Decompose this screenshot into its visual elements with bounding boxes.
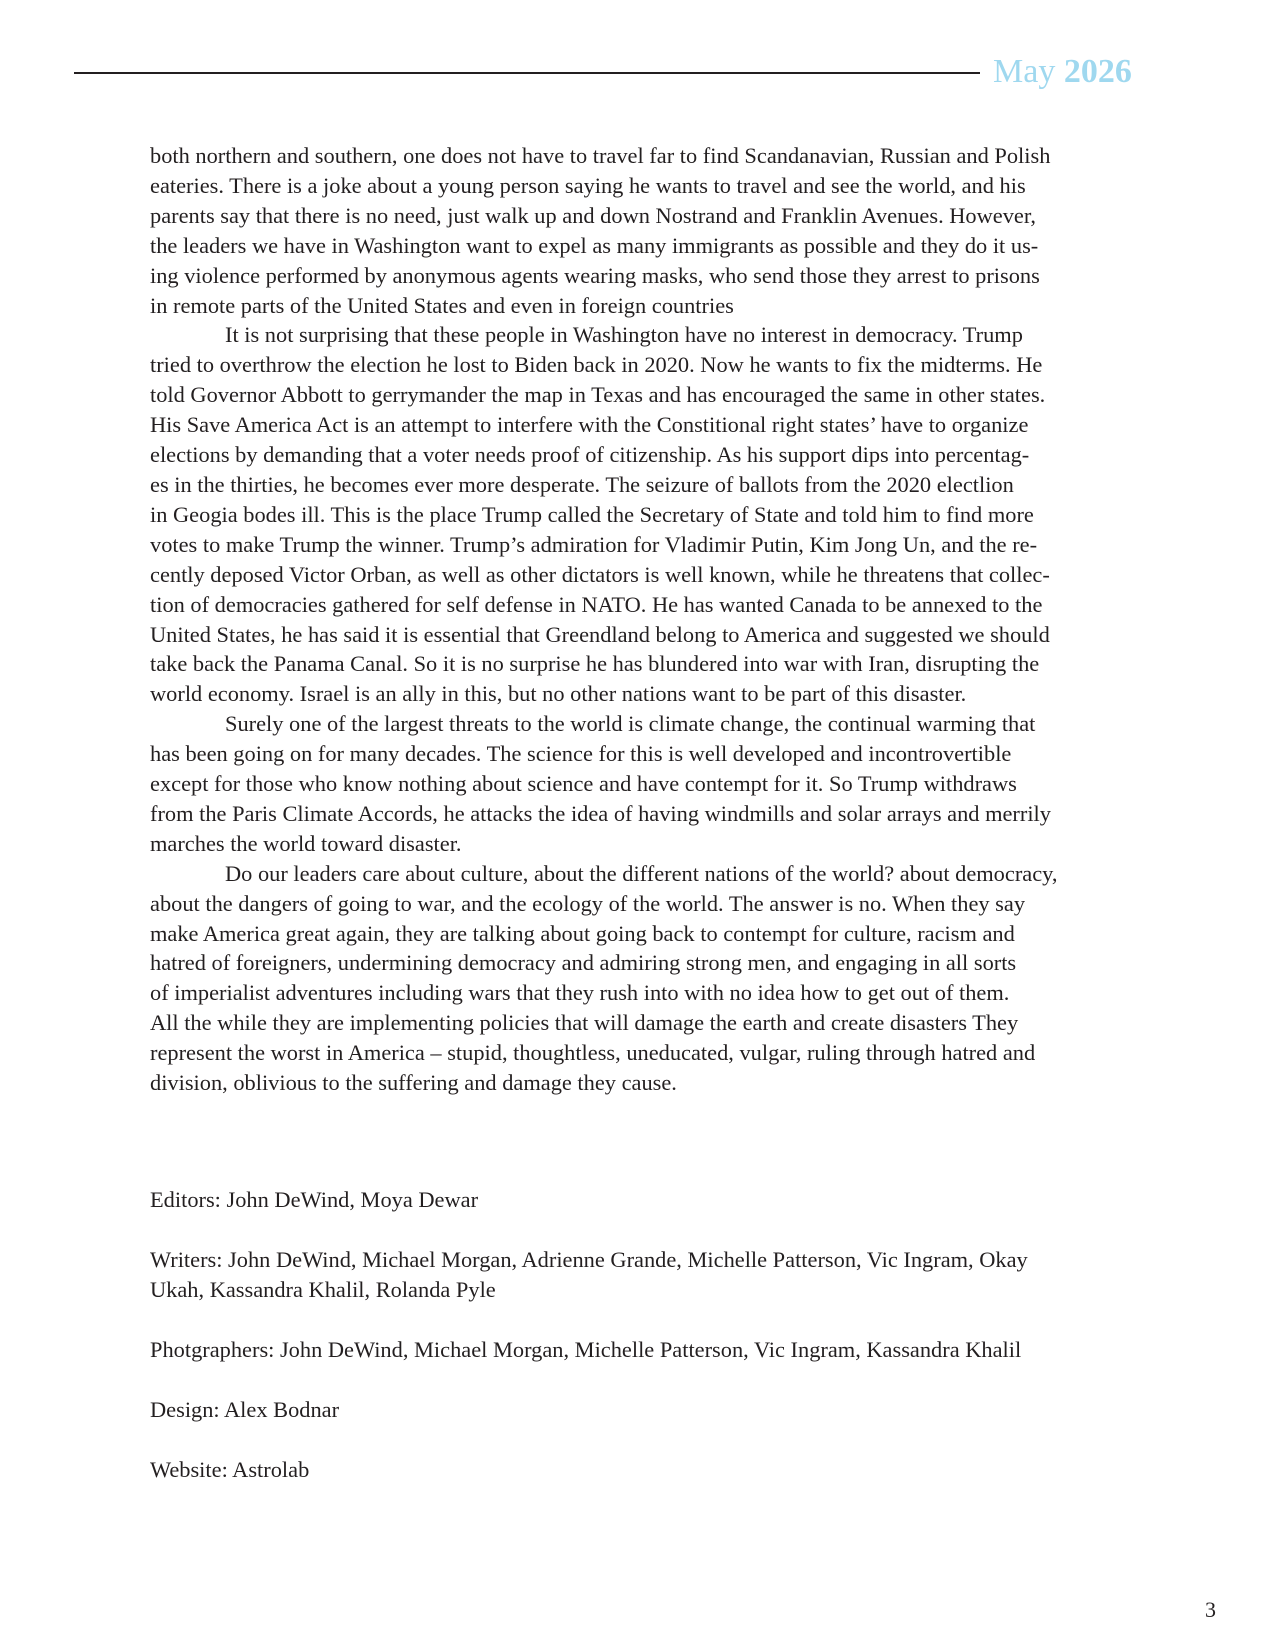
article-text-line: votes to make Trump the winner. Trump’s admiration for Vladimir Putin, Kim Jong Un, and the re- xyxy=(150,531,1038,557)
article-text-line: about the dangers of going to war, and the ecology of the world. The answer is no. When they say xyxy=(150,890,1026,916)
credits-website xyxy=(150,1455,1156,1485)
article-text-line: parents say that there is no need, just walk up and down Nostrand and Franklin Avenues. However, xyxy=(150,202,1037,228)
article-text-line: cently deposed Victor Orban, as well as other dictators is well known, while he threatens that collec- xyxy=(150,561,1050,587)
article-text-line: marches the world toward disaster. xyxy=(150,830,462,856)
credit-text-line: Website: Astrolab xyxy=(150,1456,310,1482)
article-text-line: make America great again, they are talking about going back to contempt for culture, racism and xyxy=(150,920,1015,946)
article-text-line: United States, he has said it is essential that Greendland belong to America and suggested we should xyxy=(150,621,1050,647)
article-text-line: ing violence performed by anonymous agents wearing masks, who send those they arrest to prisons xyxy=(150,262,1040,288)
article-paragraph-3 xyxy=(150,709,1156,859)
article-body xyxy=(150,141,1156,1098)
article-text-line: represent the worst in America – stupid, thoughtless, uneducated, vulgar, ruling through hatred and xyxy=(150,1040,1036,1066)
article-text-line: All the while they are implementing policies that will damage the earth and create disasters They xyxy=(150,1010,1019,1036)
credit-text-line: Ukah, Kassandra Khalil, Rolanda Pyle xyxy=(150,1276,496,1302)
credit-text-line: Design: Alex Bodnar xyxy=(150,1396,340,1422)
article-text-line: world economy. Israel is an ally in this, but no other nations want to be part of this disaster. xyxy=(150,681,967,707)
credits-design xyxy=(150,1395,1156,1425)
article-text-line: except for those who know nothing about science and have contempt for it. So Trump withdraws xyxy=(150,771,1017,797)
page-number: 3 xyxy=(1205,1597,1216,1622)
article-text-line: from the Paris Climate Accords, he attacks the idea of having windmills and solar arrays and merrily xyxy=(150,800,1051,826)
article-paragraph-1 xyxy=(150,141,1156,320)
issue-date xyxy=(993,52,1132,92)
article-text-line: has been going on for many decades. The science for this is well developed and incontrovertible xyxy=(150,741,1012,767)
article-paragraph-2 xyxy=(150,320,1156,709)
article-text-line: elections by demanding that a voter needs proof of citizenship. As his support dips into percentag- xyxy=(150,442,1030,468)
credit-text-line: Editors: John DeWind, Moya Dewar xyxy=(150,1187,479,1212)
article-text-line: es in the thirties, he becomes ever more desperate. The seizure of ballots from the 2020 electlion xyxy=(150,471,1014,497)
article-text-line: hatred of foreigners, undermining democracy and admiring strong men, and engaging in all sorts xyxy=(150,950,1017,976)
credit-text-line: Photgraphers: John DeWind, Michael Morgan, Michelle Patterson, Vic Ingram, Kassandra Khalil xyxy=(150,1336,1022,1362)
credits-block xyxy=(150,1185,1156,1514)
article-text-line: It is not surprising that these people in Washington have no interest in democracy. Trump xyxy=(225,322,1023,348)
credits-writers xyxy=(150,1245,1156,1305)
article-text-line: in remote parts of the United States and even in foreign countries xyxy=(150,292,734,318)
header-rule xyxy=(74,72,980,74)
article-text-line: both northern and southern, one does not have to travel far to find Scandanavian, Russian and Polish xyxy=(150,143,1051,168)
article-text-line: eateries. There is a joke about a young person saying he wants to travel and see the world, and his xyxy=(150,172,1026,198)
article-text-line: tion of democracies gathered for self defense in NATO. He has wanted Canada to be annexed to the xyxy=(150,591,1043,617)
article-text-line: Do our leaders care about culture, about the different nations of the world? about democracy, xyxy=(225,860,1058,886)
article-text-line: division, oblivious to the suffering and damage they cause. xyxy=(150,1070,677,1096)
credits-photographers xyxy=(150,1335,1156,1365)
article-text-line: of imperialist adventures including wars that they rush into with no idea how to get out of them. xyxy=(150,980,1010,1006)
article-text-line: Surely one of the largest threats to the world is climate change, the continual warming that xyxy=(225,711,1036,737)
article-text-line: take back the Panama Canal. So it is no surprise he has blundered into war with Iran, disrupting the xyxy=(150,651,1040,677)
article-text-line: tried to overthrow the election he lost to Biden back in 2020. Now he wants to fix the midterms. He xyxy=(150,352,1043,378)
article-text-line: the leaders we have in Washington want to expel as many immigrants as possible and they do it us- xyxy=(150,232,1039,258)
article-paragraph-4 xyxy=(150,859,1156,1098)
article-text-line: His Save America Act is an attempt to interfere with the Constitional right states’ have to organize xyxy=(150,412,1029,438)
issue-month: May xyxy=(993,53,1056,90)
article-text-line: told Governor Abbott to gerrymander the map in Texas and has encouraged the same in other states. xyxy=(150,382,1046,408)
issue-year: 2026 xyxy=(1063,53,1132,90)
credit-text-line: Writers: John DeWind, Michael Morgan, Adrienne Grande, Michelle Patterson, Vic Ingram, Okay xyxy=(150,1246,1028,1272)
credits-editors xyxy=(150,1185,1156,1215)
article-text-line: in Geogia bodes ill. This is the place Trump called the Secretary of State and told him to find more xyxy=(150,501,1034,527)
